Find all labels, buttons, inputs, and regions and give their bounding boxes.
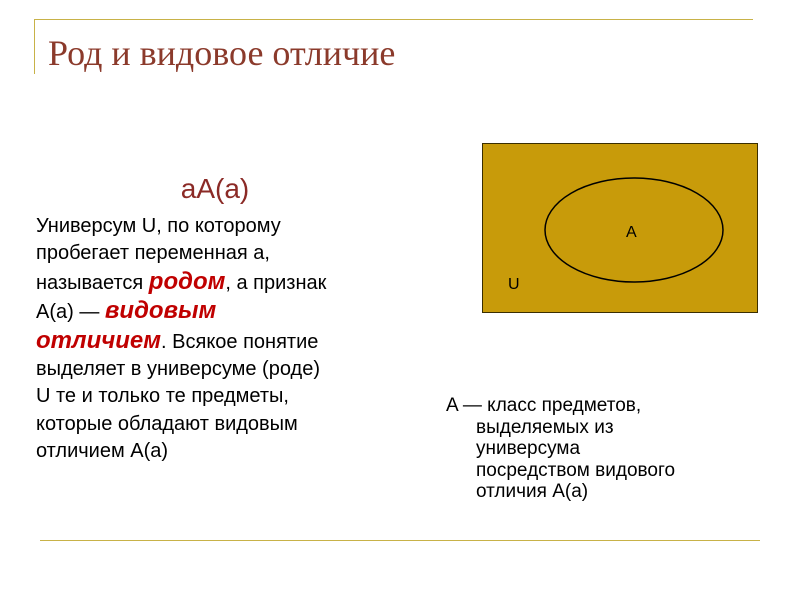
- class-a-label: A: [626, 224, 637, 241]
- venn-diagram-svg: [483, 144, 759, 314]
- caption-line: выделяемых из: [476, 416, 614, 438]
- emphasis-difference: отличием: [36, 326, 162, 354]
- paragraph-line: пробегает переменная a,: [36, 242, 270, 265]
- paragraph-text: называется: [36, 271, 149, 294]
- emphasis-genus: родом: [148, 267, 226, 295]
- caption-line: посредством видового: [476, 459, 676, 481]
- formula: aA(a): [180, 173, 250, 204]
- bottom-rule: [40, 540, 760, 541]
- caption-line: универсума: [476, 438, 581, 459]
- paragraph-text: A(a) —: [36, 301, 105, 324]
- paragraph-line: выделяет в универсуме (роде): [36, 358, 320, 381]
- paragraph-line: U те и только те предметы,: [36, 385, 289, 408]
- paragraph-line: Универсум U, по которому: [36, 215, 281, 237]
- emphasis-specific: видовым: [104, 297, 217, 325]
- paragraph-line: [36, 297, 396, 326]
- paragraph-line: [36, 268, 396, 297]
- venn-diagram-universe: [482, 143, 758, 313]
- paragraph-text: , а признак: [225, 271, 327, 294]
- slide-title: Род и видовое отличие: [48, 33, 396, 73]
- paragraph-line: отличием A(a): [36, 440, 169, 463]
- diagram-caption: [446, 395, 746, 503]
- left-accent-rule: [34, 19, 35, 74]
- paragraph-line: [36, 327, 396, 356]
- paragraph-line: которые обладают видовым: [36, 412, 298, 435]
- caption-line: A — класс предметов,: [446, 395, 642, 416]
- definition-paragraph: [36, 213, 396, 466]
- universe-u-label: U: [508, 276, 520, 293]
- top-rule: [35, 19, 753, 20]
- caption-line: отличия A(a): [476, 481, 589, 502]
- paragraph-text: . Всякое понятие: [161, 330, 319, 353]
